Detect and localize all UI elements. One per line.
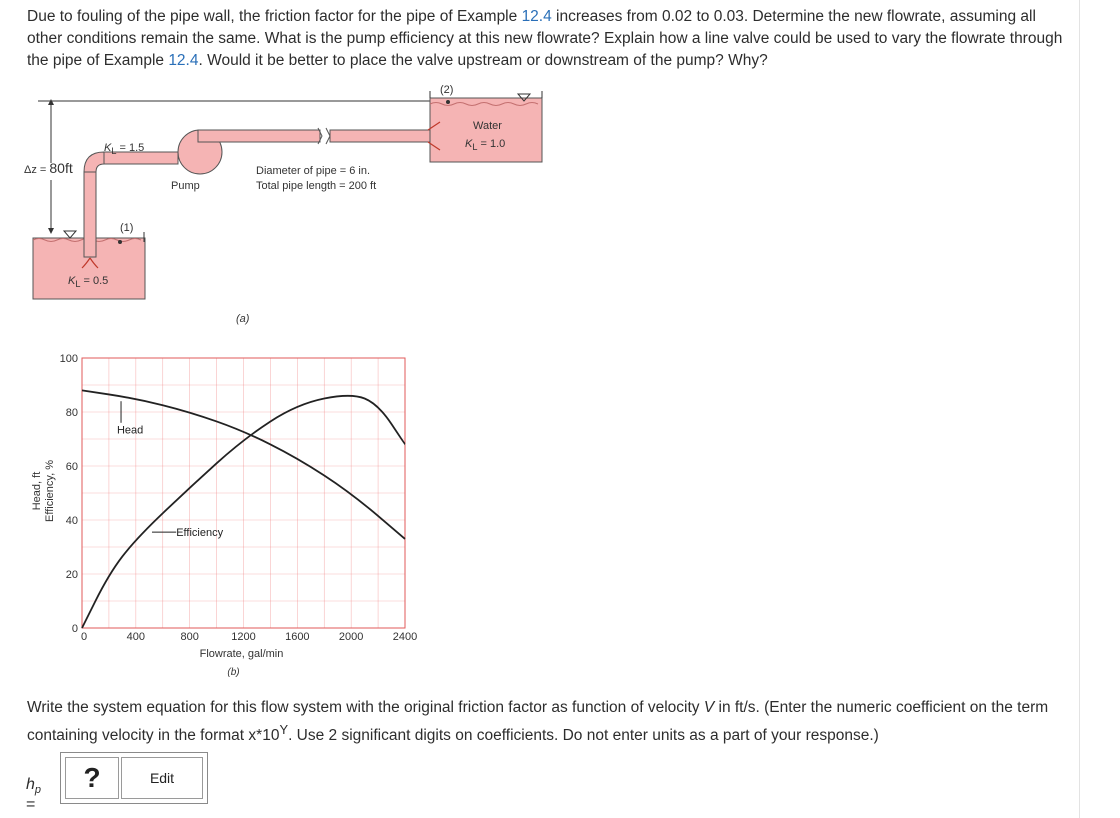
x-tick-label: 1600 bbox=[285, 631, 310, 643]
pump-performance-chart bbox=[0, 340, 460, 690]
elbow-loss-coefficient: $K_L = 1.5$ bbox=[104, 142, 145, 157]
problem-text-1: Due to fouling of the pipe wall, the friction factor for the pipe of Example bbox=[27, 8, 522, 25]
x-tick-label: 2400 bbox=[392, 631, 418, 643]
x-tick-label: 0 bbox=[80, 631, 88, 643]
water-label: Water bbox=[473, 120, 502, 132]
y-tick-label: 0 bbox=[71, 623, 78, 635]
inlet-loss-coefficient: $K_L = 0.5$ bbox=[68, 275, 109, 290]
x-tick-label: 400 bbox=[126, 631, 146, 643]
efficiency-series-label: Efficiency bbox=[176, 527, 224, 540]
answer-box bbox=[60, 752, 208, 804]
x-axis-label: Flowrate, gal/min bbox=[199, 648, 284, 660]
problem-text-3: . Would it be better to place the valve upstream or downstream of the pump? Why? bbox=[198, 52, 768, 69]
hp-label: $h_p$ = bbox=[26, 776, 42, 814]
pipe-length-label: Total pipe length = 200 ft bbox=[256, 180, 377, 192]
y-axis-label-efficiency: Efficiency, % bbox=[44, 460, 56, 522]
pump-label: Pump bbox=[171, 180, 200, 192]
x-tick-label: 800 bbox=[180, 631, 199, 643]
y-tick-label: 60 bbox=[65, 461, 78, 473]
example-link-2[interactable]: 12.4 bbox=[168, 52, 199, 69]
elevation-difference: Δz = 80ft bbox=[24, 160, 73, 176]
example-link-1[interactable]: 12.4 bbox=[521, 8, 552, 25]
y-tick-label: 100 bbox=[59, 353, 78, 365]
help-question-icon[interactable]: ? bbox=[65, 757, 119, 799]
tank-loss-coefficient: $K_L = 1.0$ bbox=[465, 138, 506, 153]
question-text: Write the system equation for this flow system with the original friction factor as function of velocity V in ft/s. (Enter the numeric coefficient on the term containing velocity in the format $x*10^Y$. Use 2 significant digits on coefficients. Do not enter units as a part of your response.) bbox=[27, 699, 1049, 745]
pump-system-diagram bbox=[0, 0, 1120, 340]
point-2-label: (2) bbox=[440, 84, 454, 96]
figure-b-caption: (b) bbox=[227, 667, 240, 678]
y-tick-label: 20 bbox=[65, 569, 78, 581]
edit-button[interactable]: Edit bbox=[121, 757, 203, 799]
y-tick-label: 40 bbox=[65, 515, 78, 527]
figure-a-caption: (a) bbox=[236, 313, 250, 325]
x-tick-label: 2000 bbox=[338, 631, 364, 643]
y-axis-label-head: Head, ft bbox=[31, 471, 43, 511]
problem-text-2: increases from 0.02 to 0.03. Determine the new flowrate, assuming all other conditions remain the same. What is the pump efficiency at this new flowrate? Explain how a line valve could be used to vary the flowrate through the pipe of Example bbox=[27, 8, 1063, 69]
y-tick-label: 80 bbox=[65, 407, 78, 419]
point-1-label: (1) bbox=[120, 222, 134, 234]
x-tick-label: 1200 bbox=[231, 631, 256, 643]
pipe-diameter-label: Diameter of pipe = 6 in. bbox=[256, 165, 371, 177]
head-series-label: Head bbox=[116, 424, 144, 437]
